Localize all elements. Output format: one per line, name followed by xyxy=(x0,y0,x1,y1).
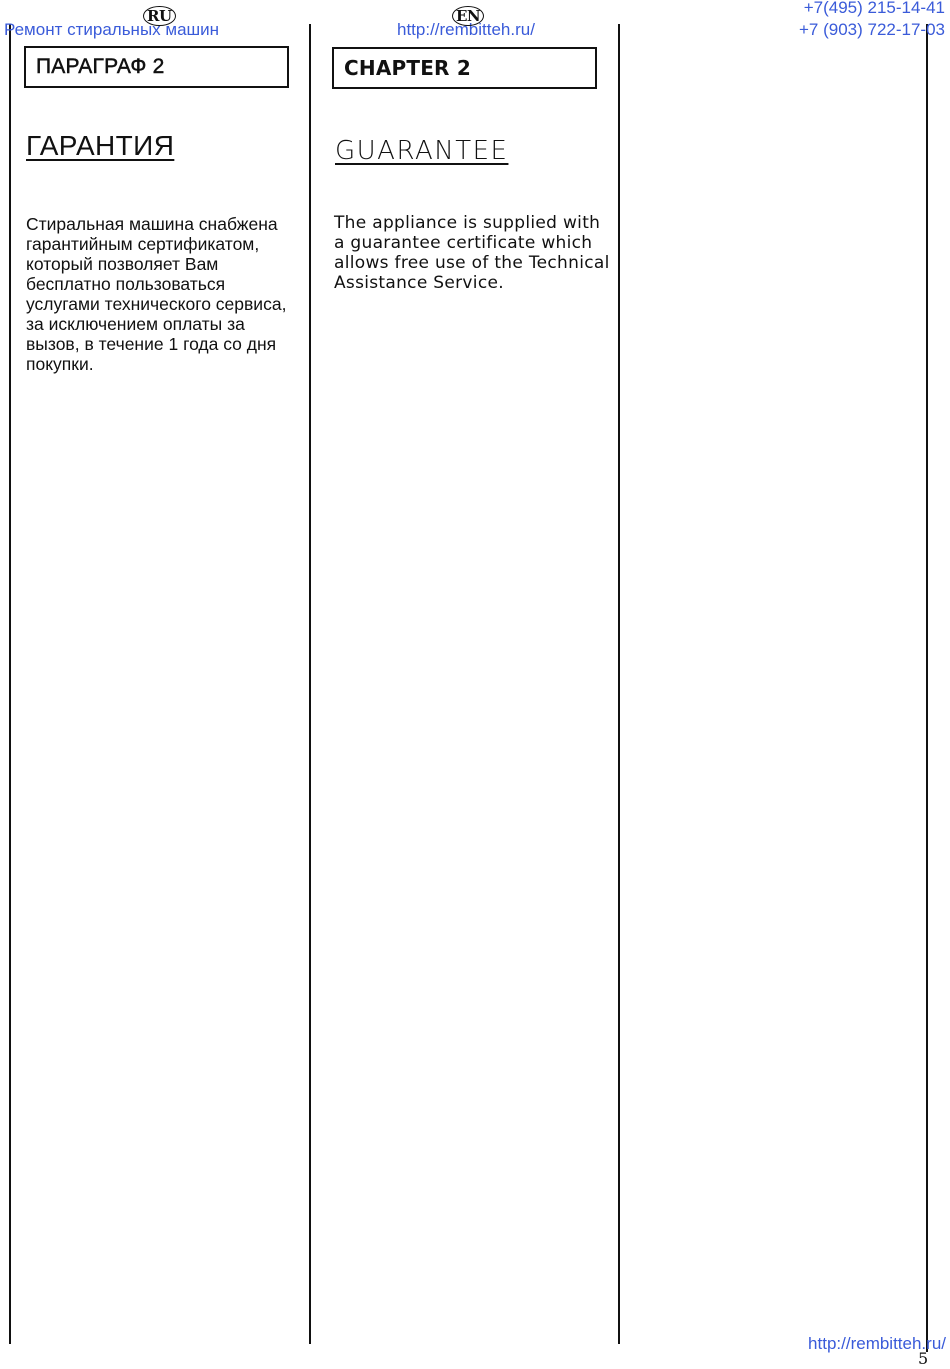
page-number: 5 xyxy=(918,1349,929,1368)
section-title-ru: ГАРАНТИЯ xyxy=(26,130,175,161)
section-title-en: GUARANTEE xyxy=(335,136,509,166)
chapter-box-ru xyxy=(24,46,289,88)
page-edge-rule xyxy=(926,24,928,1352)
language-badge-en: EN xyxy=(452,6,484,26)
language-badge-ru: RU xyxy=(143,6,176,26)
chapter-label-ru: ПАРАГРАФ 2 xyxy=(36,55,165,78)
header-left-link[interactable]: Ремонт стиральных машин xyxy=(4,20,220,39)
body-text-en: The appliance is supplied with a guarantee certificate which allows free use of the Technical Assistance Service. xyxy=(334,213,610,293)
body-text-ru: Стиральная машина снабжена гарантийным сертификатом, который позволяет Вам бесплатно пользоваться услугами технического сервиса, за исключением оплаты за вызов, в течение 1 года со дня покупки. xyxy=(26,214,287,374)
chapter-box-en xyxy=(332,47,597,89)
header-phone-1[interactable]: +7(495) 215-14-41 xyxy=(803,0,945,17)
header-center-link[interactable]: http://rembitteh.ru/ xyxy=(397,20,535,39)
chapter-label-en: CHAPTER 2 xyxy=(344,56,471,80)
column-rule-middle xyxy=(309,24,311,1344)
column-rule-left xyxy=(9,24,11,1344)
header-phone-2[interactable]: +7 (903) 722-17-03 xyxy=(798,20,945,39)
footer-link[interactable]: http://rembitteh.ru/ xyxy=(808,1334,946,1353)
column-rule-right xyxy=(618,24,620,1344)
